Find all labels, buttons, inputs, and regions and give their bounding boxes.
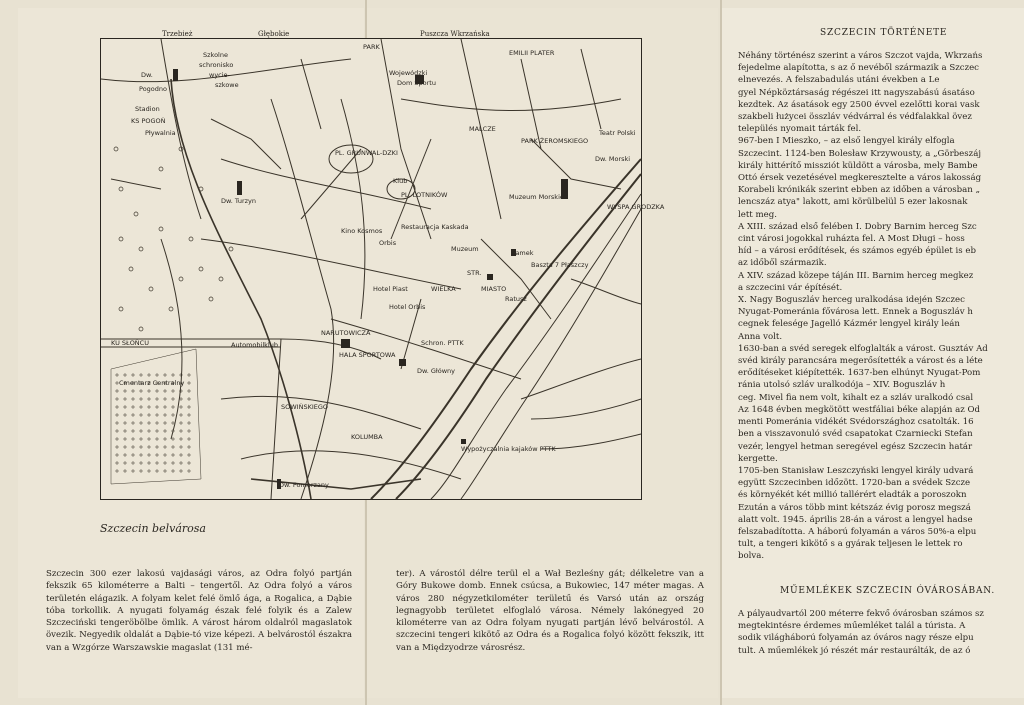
map-label-Pogodno: Pogodno bbox=[139, 85, 167, 93]
map-label-dom-sportu: Dom Sportu bbox=[397, 79, 436, 87]
monuments-title: MŰEMLÉKEK SZCZECIN ÓVÁROSÁBAN. bbox=[780, 586, 996, 596]
monuments-text bbox=[738, 608, 1020, 670]
history-line: 967-ben I Mieszko, – az első lengyel király elfogla bbox=[738, 136, 955, 147]
map-label-kolumba: KOLUMBA bbox=[351, 433, 383, 441]
history-line: sodik világháború folyamán az óváros nagy része elpu bbox=[738, 633, 974, 644]
map-label-dw-pomorzany: Dw. Pomorzany bbox=[279, 481, 329, 489]
map-label-schronisko: schronisko bbox=[199, 61, 234, 69]
map-top-label: Trzebież bbox=[162, 30, 193, 38]
map-label-wypozyczalnia: Wypożyczalnia kajaków PTTK bbox=[461, 445, 556, 453]
history-line: szakbeli łużycei összláv védvárral és védfalakkal övez bbox=[738, 112, 972, 123]
history-line: A XIV. század közepe táján III. Barnim herceg megkez bbox=[738, 270, 974, 281]
history-line: és környékét két millió tallérért eladták a poroszokn bbox=[738, 490, 967, 501]
history-line: fejedelme alapította, s az ő nevéből származik a Szczec bbox=[738, 63, 979, 74]
map-label-baszta: Baszta 7 Płaszczy bbox=[531, 261, 589, 269]
map-label-dw-turzyn: Dw. Turzyn bbox=[221, 197, 257, 205]
map-label-cmentarz: Cmentarz Centralny bbox=[119, 379, 185, 387]
history-line: felszabadította. A háború folyamán a város 50%-a elpu bbox=[738, 526, 977, 537]
map-label-muzeum: Muzeum bbox=[451, 245, 479, 253]
map-label-narutowicza: NARUTOWICZA bbox=[321, 329, 371, 337]
map-label-restauracja: Restauracja Kaskada bbox=[401, 223, 469, 231]
history-line: Az 1648 évben megkötött westfáliai béke alapján az Od bbox=[738, 404, 981, 415]
history-line: bolva. bbox=[738, 551, 765, 562]
history-line: lett meg. bbox=[738, 209, 777, 220]
map-label-str: STR. bbox=[467, 269, 482, 277]
map-label-zamek: Zamek bbox=[511, 249, 534, 257]
history-line: cint városi jogokkal ruházta fel. A Most Długi – hoss bbox=[738, 234, 965, 245]
history-line: lencszáz atya" lakott, ami körülbelül 5 ezer lakosnak bbox=[738, 197, 968, 208]
history-line: király hittérítő missziót küldött a városba, mely Bambe bbox=[738, 160, 978, 171]
map-label-kino: Kino Kosmos bbox=[341, 227, 383, 235]
history-line: kergette. bbox=[738, 453, 778, 464]
history-line: erődítéseket kiépítették. 1637-ben elhúnyt Nyugat-Pom bbox=[738, 368, 981, 379]
history-line: Néhány történész szerint a város Szczot vajda, Wkrzańs bbox=[738, 51, 983, 61]
history-line: Nyugat-Pomeránia fővárosa lett. Ennek a Boguszláv h bbox=[738, 307, 973, 318]
map-label-orbis: Orbis bbox=[379, 239, 397, 247]
history-line: alatt volt. 1945. április 28-án a várost a lengyel hadse bbox=[738, 514, 973, 525]
history-line: A XIII. század első felében I. Dobry Barnim herceg Szc bbox=[738, 221, 977, 232]
geography-text: ter). A várostól délre terül el a Wał Bezleśny gát; délkeletre van a Góry Bukowe domb. Ennek csúcsa, a Bukowiec, 147 méter magas. A város 280 négyzetkilométer területű és Varsó után az ország legnagyobb területet elfoglaló városa. Némely lakónegyed 20 kilométerre van az Odra folyam nyugati partján lévő belvárostól. A szczecini tengeri kikötő az Odra és a Rogalica folyó között fekszik, itt van a Międzyodrze városrész. bbox=[396, 569, 704, 653]
map-label-szkolne: Szkolne bbox=[203, 51, 228, 59]
map-label-emilii: EMILII PLATER bbox=[509, 49, 555, 57]
history-line: kezdtek. Az ásatások egy 2500 évvel ezelőtti korai vask bbox=[738, 99, 980, 110]
map-label-dw-morski: Dw. Morski bbox=[595, 155, 631, 163]
map-caption: Szczecin belvárosa bbox=[100, 522, 206, 535]
map-label-slonca: KU SŁOŃCU bbox=[111, 339, 149, 347]
map-label-wielka: WIELKA bbox=[431, 285, 456, 293]
fold-line bbox=[720, 0, 722, 705]
history-line: Szczecint. 1124-ben Bolesław Krzywousty, a „Görbeszáj bbox=[738, 148, 981, 159]
history-line: együtt Szczecinben időzött. 1720-ban a svédek Szcze bbox=[738, 478, 971, 489]
map-label-miasto: MIASTO bbox=[481, 285, 507, 293]
map-label-wojewodzki: Wojewódzki bbox=[389, 69, 428, 77]
map-label-automobilklub: Automobilklub bbox=[231, 341, 278, 349]
history-line: híd – a városi erődítések, és számos egyéb épület is eb bbox=[738, 246, 977, 257]
map-label-dw-glowny: Dw. Główny bbox=[417, 367, 456, 375]
map-label-park-zer: PARK ŻEROMSKIEGO bbox=[521, 137, 589, 145]
history-line: ránia utolsó szláv uralkodója – XIV. Boguszláv h bbox=[738, 380, 946, 391]
history-line: Ezután a város több mint kétszáz évig porosz megszá bbox=[738, 502, 971, 513]
history-line: menti Pomerániа vidékét Svédországhoz csatolták. 16 bbox=[738, 417, 974, 428]
map-label-grunwaldzki: PL. GRUNWAL-DZKI bbox=[335, 149, 398, 157]
map-label-ratusz: Ratusz bbox=[505, 295, 527, 303]
history-line: 1705-ben Stanisław Leszczyński lengyel király udvará bbox=[738, 465, 974, 476]
map-label-stadion: Stadion bbox=[135, 105, 160, 113]
map-label-klub: Klub bbox=[393, 177, 408, 185]
history-line: X. Nagy Boguszláv herceg uralkodása idején Szczec bbox=[738, 295, 965, 306]
map-label-dw-pogodno: Dw. bbox=[141, 71, 153, 79]
history-line: az időből származik. bbox=[738, 258, 827, 269]
history-line: vezér, lengyel hetman seregével egész Szczecin határ bbox=[738, 441, 973, 452]
history-line: 1630-ban a svéd seregek elfoglalták a várost. Gusztáv Ad bbox=[738, 343, 988, 354]
history-title: SZCZECIN TÖRTÉNETE bbox=[820, 28, 948, 38]
map-label-lotnikow: PL. LOTNIKÓW bbox=[401, 191, 448, 199]
map-label-malcze: MALCZE bbox=[469, 125, 496, 133]
city-map bbox=[100, 38, 665, 500]
map-top-label: Puszcza Wkrzańska bbox=[420, 30, 490, 38]
history-line: település nyomait tárták fel. bbox=[738, 124, 862, 135]
map-label-schron: Schron. PTTK bbox=[421, 339, 464, 347]
history-text bbox=[738, 50, 1020, 580]
history-line: tult, a tengeri kikötő s a gyárak teljesen le lettek ro bbox=[738, 539, 963, 550]
map-top-label: Głębokie bbox=[258, 30, 290, 38]
history-line: gyel Népköztársaság régészei itt nagyszabású ásatáso bbox=[738, 87, 975, 98]
map-label-muzeum-morskie: Muzeum Morskie bbox=[509, 193, 564, 201]
history-line: a szczecini vár építését. bbox=[738, 282, 843, 293]
history-line: Ottó érsek vezetésével megkeresztelte a város lakosság bbox=[738, 173, 982, 184]
map-label-pogon: KS POGOŃ bbox=[131, 117, 166, 125]
map-label-hala: HALA SPORTOWA bbox=[339, 351, 396, 359]
history-line: A pályaudvartól 200 méterre fekvő óvárosban számos sz bbox=[738, 609, 984, 619]
intro-text: Szczecin 300 ezer lakosú vajdasági város, az Odra folyó partján fekszik 65 kilométerre a Balti – tengertől. Az Odra folyó a város területén elágazik. A folyam kelet felé ömlő ága, a Rogalica, a Dąbie tóba torkollik. A nyugati folyamág észak felé folyik és a Zalew Szczeciński tengeröbölbe ömlik. A várost három oldalról magaslatok övezik. Negyedik oldalát a Dąbie-tó vize képezi. A belvárostól északra van a Wzgórze Warszawskie magaslat (131 mé- bbox=[46, 569, 352, 653]
map-label-sowinskiego: SOWIŃSKIEGO bbox=[281, 403, 329, 411]
history-line: megtekintésre érdemes műemléket talál a túrista. A bbox=[738, 621, 966, 632]
history-line: Korabeli krónikák szerint ebben az időben a városban „ bbox=[738, 185, 981, 196]
history-line: Anna volt. bbox=[738, 331, 783, 342]
map-label-hotel-piast: Hotel Piast bbox=[373, 285, 408, 293]
history-line: tult. A műemlékek jó részét már restaurálták, de az ó bbox=[738, 645, 971, 656]
map-label-teatr: Teatr Polski bbox=[599, 129, 636, 137]
history-line: svéd király parancsára megerősítették a várost és a léte bbox=[738, 356, 983, 367]
history-line: elnevezés. A felszabadulás utáni években a Le bbox=[738, 75, 940, 86]
map-label-park: PARK bbox=[363, 43, 380, 51]
history-line: ceg. Mivel fia nem volt, kihalt ez a szláv uralkodó csal bbox=[738, 392, 974, 403]
map-label-wyspa: WYSPA GRODZKA bbox=[607, 203, 665, 211]
history-line: ben a visszavonuló svéd csapatokat Czarniecki Stefan bbox=[738, 429, 973, 440]
map-label-hotel-orbis: Hotel Orbis bbox=[389, 303, 426, 311]
map-label-plywalnia: Pływalnia bbox=[145, 129, 176, 137]
map-label-wycie: wycie- bbox=[209, 71, 230, 79]
map-label-szkowe: szkowe bbox=[215, 81, 239, 89]
history-line: cegnek felesége Jagelló Kázmér lengyel király leán bbox=[738, 319, 960, 330]
